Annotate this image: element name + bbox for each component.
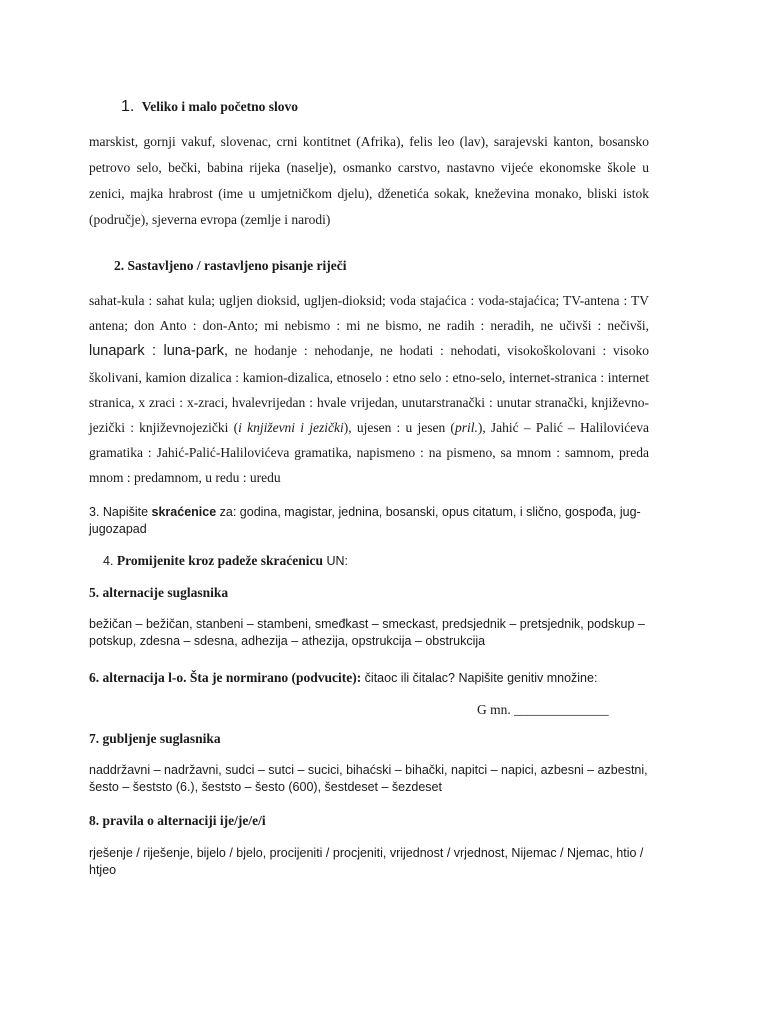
section-3-suffix: za: godina, magistar, jednina, bosanski, opus citatum, i slično, gospođa, jug-jugozapad bbox=[89, 505, 641, 536]
section-2-italic-1: i književni i jezički bbox=[238, 420, 344, 436]
section-3-prefix: 3. Napišite bbox=[89, 505, 152, 519]
section-6-bold: 6. alternacija l-o. Šta je normirano (podvucite): bbox=[89, 670, 362, 685]
section-2-title: 2. Sastavljeno / rastavljeno pisanje riječi bbox=[114, 258, 347, 273]
section-4-suffix: UN: bbox=[323, 554, 348, 568]
section-2-italic-2: pril. bbox=[454, 420, 478, 436]
section-6-text bbox=[89, 665, 597, 692]
section-4-text bbox=[103, 548, 348, 575]
section-2-text-7: ), Jahić – Palić – Halilovićeva gramatika : Jahić-Palić-Halilovićeva gramatika, napismeno : na pismeno, sa mnom : samnom, preda mnom : predamnom, u redu : uredu bbox=[89, 420, 649, 486]
section-2-body bbox=[89, 288, 649, 491]
section-3-text bbox=[89, 504, 649, 538]
section-2-text-3: ne hodanje : nehodanje, ne hodati : nehodati, visokoškolovani : visoko školivani, kamion dizalica : kamion-dizalica, etnoselo : etno selo : etno-selo, internet-stranica : internet stranica, x zraci : x-zraci, hvalevrijedan : hvale vrijedan, unutarstranački : unutar stranački, književno-jezički : književnojezički ( bbox=[89, 343, 650, 436]
section-8-body: rješenje / riješenje, bijelo / bjelo, procijeniti / procjeniti, vrijednost / vrjednost, Nijemac / Njemac, htio / htjeo bbox=[89, 846, 644, 877]
section-2-sans-text: lunapark : luna-park, bbox=[89, 343, 228, 360]
section-6-suffix: čitaoc ili čitalac? Napišite genitiv množine: bbox=[361, 671, 598, 685]
section-1-number: 1. bbox=[121, 98, 135, 115]
section-1-heading bbox=[121, 98, 298, 116]
section-5-body: bežičan – bežičan, stanbeni – stambeni, smeđkast – smeckast, predsjednik – pretsjednik, podskup – potskup, zdesna – sdesna, adhezija – athezija, opstrukcija – obstrukcija bbox=[89, 617, 645, 648]
section-4-bold: Promijenite kroz padeže skraćenicu bbox=[116, 553, 323, 568]
section-7-body: naddržavni – nadržavni, sudci – sutci – sucici, bihaćski – bihački, napitci – napici, azbesni – azbestni, šesto – šeststo (6.), šeststo – šesto (600), šestdeset – šezdeset bbox=[89, 763, 648, 794]
section-7-title: 7. gubljenje suglasnika bbox=[89, 731, 221, 746]
section-1-body: marskist, gornji vakuf, slovenac, crni kontitnet (Afrika), felis leo (lav), sarajevski kanton, bosansko petrovo selo, bečki, babina rijeka (naselje), osmanko carstvo, nastavno vijeće ekonomske škole u zenici, majka hrabrost (ime u umjetničkom djelu), dženetića sokak, kneževina monako, bliski istok (područje), sjeverna evropa (zemlje i narodi) bbox=[89, 134, 649, 227]
section-2-text-1: sahat-kula : sahat kula; ugljen dioksid, ugljen-dioksid; voda stajaćica : voda-stajaćica; TV-antena : TV antena; don Anto : don-Anto; mi nebismo : mi ne bismo, ne radih : neradih, ne učivši : nečivši, bbox=[89, 293, 649, 334]
section-2-text-5: ), ujesen : u jesen ( bbox=[343, 420, 455, 436]
section-8-title: 8. pravila o alternaciji ije/je/e/i bbox=[89, 813, 266, 828]
section-5-title: 5. alternacije suglasnika bbox=[89, 585, 229, 600]
section-4-prefix: 4. bbox=[103, 554, 117, 568]
section-6-answer-field[interactable]: G mn. ______________ bbox=[477, 702, 609, 717]
section-3-bold: skraćenice bbox=[151, 505, 217, 519]
section-1-title: Veliko i malo početno slovo bbox=[141, 99, 298, 114]
